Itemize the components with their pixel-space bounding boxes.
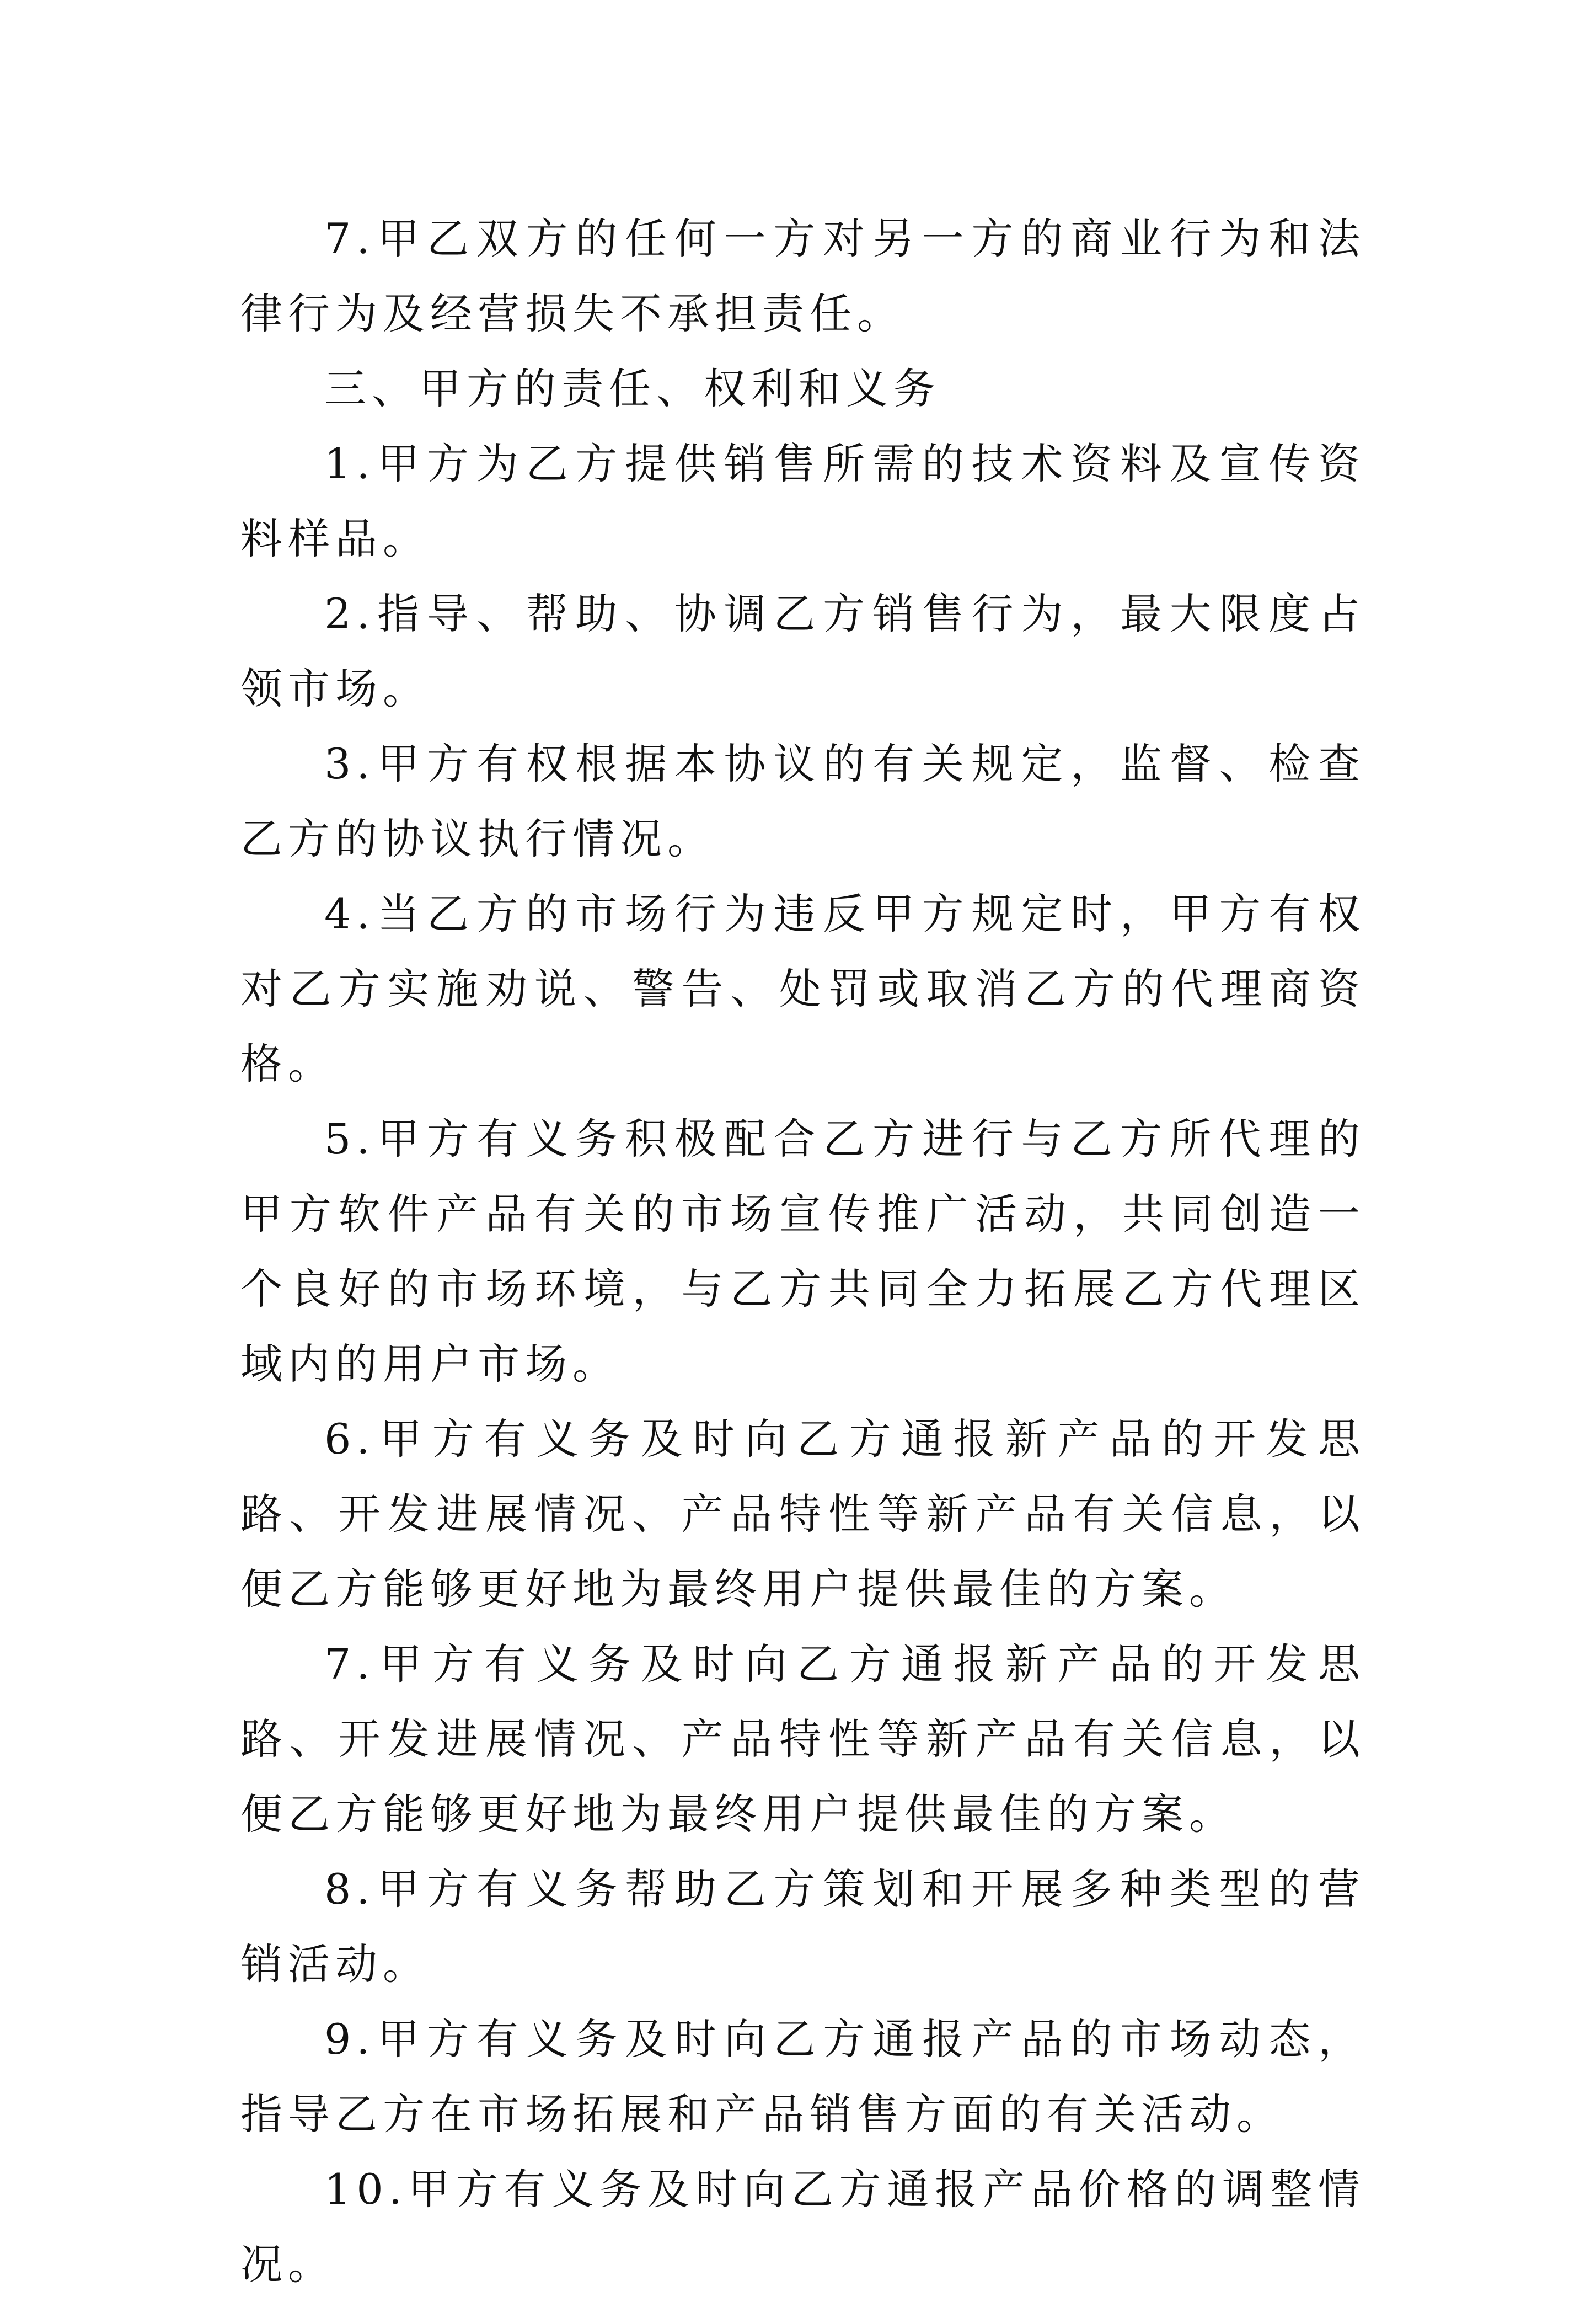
paragraph-item-4: 4.当乙方的市场行为违反甲方规定时，甲方有权对乙方实施劝说、警告、处罚或取消乙方的代理商资格。: [240, 889, 1365, 1088]
paragraph-item-8: 8.甲方有义务帮助乙方策划和开展多种类型的营销活动。: [240, 1865, 1365, 1989]
paragraph-item-2: 2.指导、帮助、协调乙方销售行为，最大限度占领市场。: [240, 589, 1365, 713]
document-body: [240, 201, 1365, 2302]
paragraph-item-1: 1.甲方为乙方提供销售所需的技术资料及宣传资料样品。: [240, 439, 1365, 563]
paragraph-clause-7-liability: 7.甲乙双方的任何一方对另一方的商业行为和法律行为及经营损失不承担责任。: [240, 214, 1365, 338]
paragraph-item-6: 6.甲方有义务及时向乙方通报新产品的开发思路、开发进展情况、产品特性等新产品有关信息，以便乙方能够更好地为最终用户提供最佳的方案。: [240, 1414, 1365, 1614]
paragraph-item-3: 3.甲方有权根据本协议的有关规定，监督、检查乙方的协议执行情况。: [240, 739, 1365, 863]
paragraph-item-10: 10.甲方有义务及时向乙方通报产品价格的调整情况。: [240, 2165, 1365, 2289]
paragraph-item-7: 7.甲方有义务及时向乙方通报新产品的开发思路、开发进展情况、产品特性等新产品有关信息，以便乙方能够更好地为最终用户提供最佳的方案。: [240, 1639, 1365, 1839]
section-heading-party-a-responsibilities: 三、甲方的责任、权利和义务: [324, 364, 941, 413]
paragraph-item-5: 5.甲方有义务积极配合乙方进行与乙方所代理的甲方软件产品有关的市场宣传推广活动，共同创造一个良好的市场环境，与乙方共同全力拓展乙方代理区域内的用户市场。: [240, 1114, 1365, 1388]
paragraph-item-9: 9.甲方有义务及时向乙方通报产品的市场动态，指导乙方在市场拓展和产品销售方面的有关活动。: [240, 2015, 1365, 2139]
